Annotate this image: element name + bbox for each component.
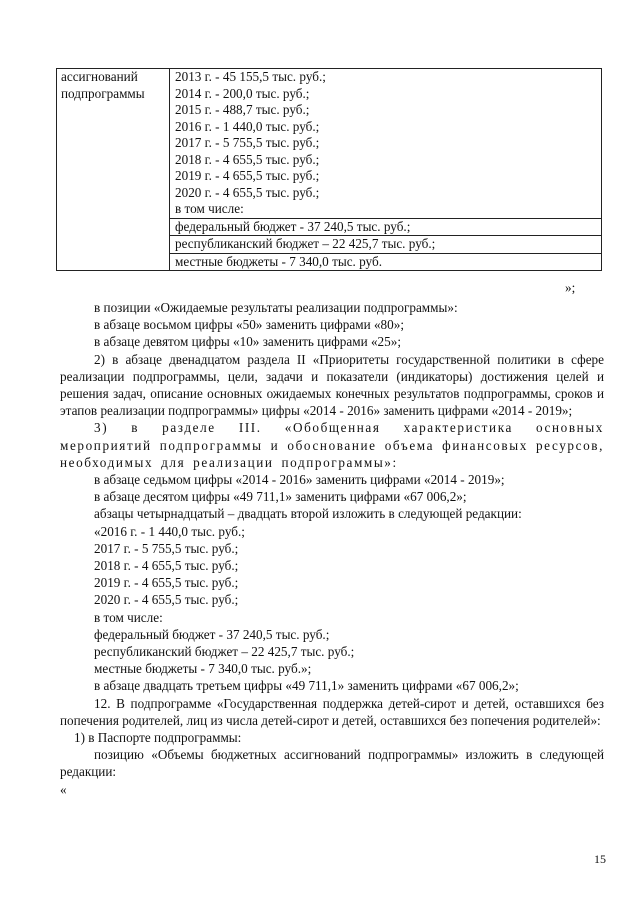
- paragraph: в абзаце двадцать третьем цифры «49 711,1» заменить цифрами «67 006,2»;: [94, 678, 519, 694]
- paragraph: 2019 г. - 4 655,5 тыс. руб.;: [94, 575, 239, 591]
- table-value-line: в том числе:: [170, 201, 601, 219]
- table-label-line: ассигнований: [61, 69, 138, 84]
- paragraph: «2016 г. - 1 440,0 тыс. руб.;: [94, 523, 245, 539]
- document-body: [60, 299, 604, 798]
- table-value-line: 2016 г. - 1 440,0 тыс. руб.;: [175, 118, 320, 134]
- table-values-cell: [170, 69, 602, 271]
- table-label-cell: [57, 69, 170, 271]
- paragraph: «: [60, 781, 67, 797]
- table-value-line: 2014 г. - 200,0 тыс. руб.;: [175, 85, 310, 101]
- paragraph: 2018 г. - 4 655,5 тыс. руб.;: [94, 558, 239, 574]
- paragraph: 1) в Паспорте подпрограммы:: [74, 730, 242, 746]
- paragraph: позицию «Объемы бюджетных ассигнований подпрограммы» изложить в следующей редакции:: [60, 747, 604, 780]
- table-value-line: 2020 г. - 4 655,5 тыс. руб.;: [175, 184, 320, 200]
- table-value-line: 2019 г. - 4 655,5 тыс. руб.;: [175, 168, 320, 183]
- paragraph: федеральный бюджет - 37 240,5 тыс. руб.;: [94, 626, 330, 642]
- table-value-line: республиканский бюджет – 22 425,7 тыс. руб.;: [170, 236, 601, 254]
- financing-table: [56, 68, 602, 271]
- paragraph: в абзаце десятом цифры «49 711,1» заменить цифрами «67 006,2»;: [94, 489, 467, 505]
- table-value-line: 2013 г. - 45 155,5 тыс. руб.;: [175, 69, 326, 84]
- paragraph: в позиции «Ожидаемые результаты реализации подпрограммы»:: [94, 300, 458, 315]
- paragraph: республиканский бюджет – 22 425,7 тыс. руб.;: [94, 644, 355, 660]
- table-value-line: 2018 г. - 4 655,5 тыс. руб.;: [175, 151, 320, 167]
- table-value-line: федеральный бюджет - 37 240,5 тыс. руб.;: [170, 219, 601, 237]
- table-value-line: 2017 г. - 5 755,5 тыс. руб.;: [175, 135, 320, 150]
- table-value-line: 2015 г. - 488,7 тыс. руб.;: [175, 102, 310, 117]
- paragraph: абзацы четырнадцатый – двадцать второй изложить в следующей редакции:: [94, 506, 522, 522]
- table-label-line: подпрограммы: [61, 85, 145, 101]
- paragraph: 12. В подпрограмме «Государственная поддержка детей-сирот и детей, оставшихся без попечения родителей, лиц из числа детей-сирот и детей, оставшихся без попечения родителей»:: [60, 695, 604, 728]
- paragraph: 3) в разделе III. «Обобщенная характеристика основных мероприятий подпрограммы и обоснование объема финансовых ресурсов, необходимых для реализации подпрограммы»:: [60, 420, 604, 470]
- paragraph: в абзаце девятом цифры «10» заменить цифрами «25»;: [94, 334, 401, 350]
- paragraph: 2) в абзаце двенадцатом раздела II «Приоритеты государственной политики в сфере реализации подпрограммы, цели, задачи и показатели (индикаторы) достижения целей и решения задач, описание основных ожидаемых конечных результатов подпрограммы, сроков и этапов реализации подпрограммы» цифры «2014 - 2016» заменить цифрами «2014 - 2019»;: [60, 351, 604, 419]
- paragraph: в том числе:: [94, 609, 163, 625]
- table-value-line: местные бюджеты - 7 340,0 тыс. руб.: [175, 253, 382, 269]
- closing-quote-mark: »;: [565, 280, 576, 295]
- paragraph: местные бюджеты - 7 340,0 тыс. руб.»;: [94, 661, 312, 677]
- paragraph: 2020 г. - 4 655,5 тыс. руб.;: [94, 592, 239, 608]
- paragraph: в абзаце восьмом цифры «50» заменить цифрами «80»;: [94, 317, 404, 333]
- paragraph: 2017 г. - 5 755,5 тыс. руб.;: [94, 540, 239, 556]
- page-number: 15: [594, 852, 606, 866]
- paragraph: в абзаце седьмом цифры «2014 - 2016» заменить цифрами «2014 - 2019»;: [94, 472, 505, 488]
